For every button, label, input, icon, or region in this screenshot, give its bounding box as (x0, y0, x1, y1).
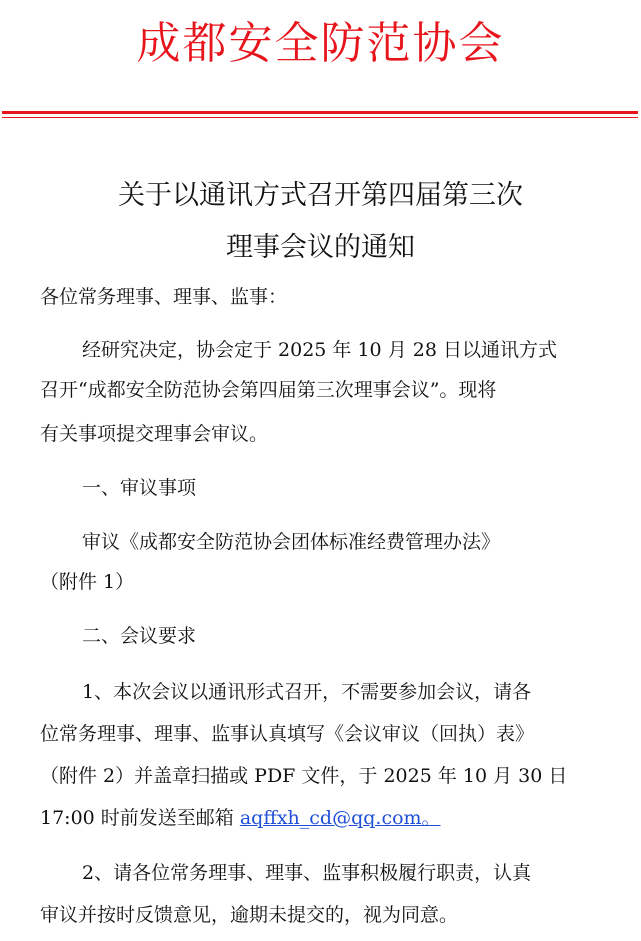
section-2-heading: 二、会议要求 (82, 625, 197, 647)
letterhead-org-name: 成都安全防范协会 (136, 18, 505, 69)
notice-title-line-1: 关于以通讯方式召开第四届第三次 (118, 180, 523, 211)
requirement-2-line-1: 2、请各位常务理事、理事、监事积极履行职责，认真 (82, 862, 532, 884)
requirement-1-line-4-text: 17:00 时前发送至邮箱 (40, 807, 240, 829)
requirement-1-line-2: 位常务理事、理事、监事认真填写《会议审议（回执）表》 (40, 723, 535, 745)
salutation: 各位常务理事、理事、监事： (40, 286, 288, 308)
notice-title-line-2: 理事会议的通知 (226, 232, 415, 263)
requirement-2-line-2: 审议并按时反馈意见，逾期未提交的，视为同意。 (40, 904, 459, 926)
section-1-body-line-1: 审议《成都安全防范协会团体标准经费管理办法》 (82, 531, 501, 553)
requirement-1-line-4 (40, 803, 441, 833)
section-1-heading: 一、审议事项 (82, 477, 197, 499)
requirement-1-line-3: （附件 2）并盖章扫描或 PDF 文件，于 2025 年 10 月 30 日 (40, 765, 568, 787)
requirement-1-line-1: 1、本次会议以通讯形式召开，不需要参加会议，请各 (82, 681, 532, 703)
intro-line-1: 经研究决定，协会定于 2025 年 10 月 28 日以通讯方式 (82, 339, 557, 361)
intro-line-3: 有关事项提交理事会审议。 (40, 423, 269, 445)
letterhead-thick-rule (2, 111, 638, 114)
section-1-body-line-2: （附件 1） (40, 571, 135, 593)
email-link[interactable]: aqffxh_cd@qq.com。 (239, 807, 441, 829)
intro-line-2: 召开“成都安全防范协会第四届第三次理事会议”。现将 (40, 379, 497, 401)
letterhead-thin-rule (2, 117, 638, 118)
